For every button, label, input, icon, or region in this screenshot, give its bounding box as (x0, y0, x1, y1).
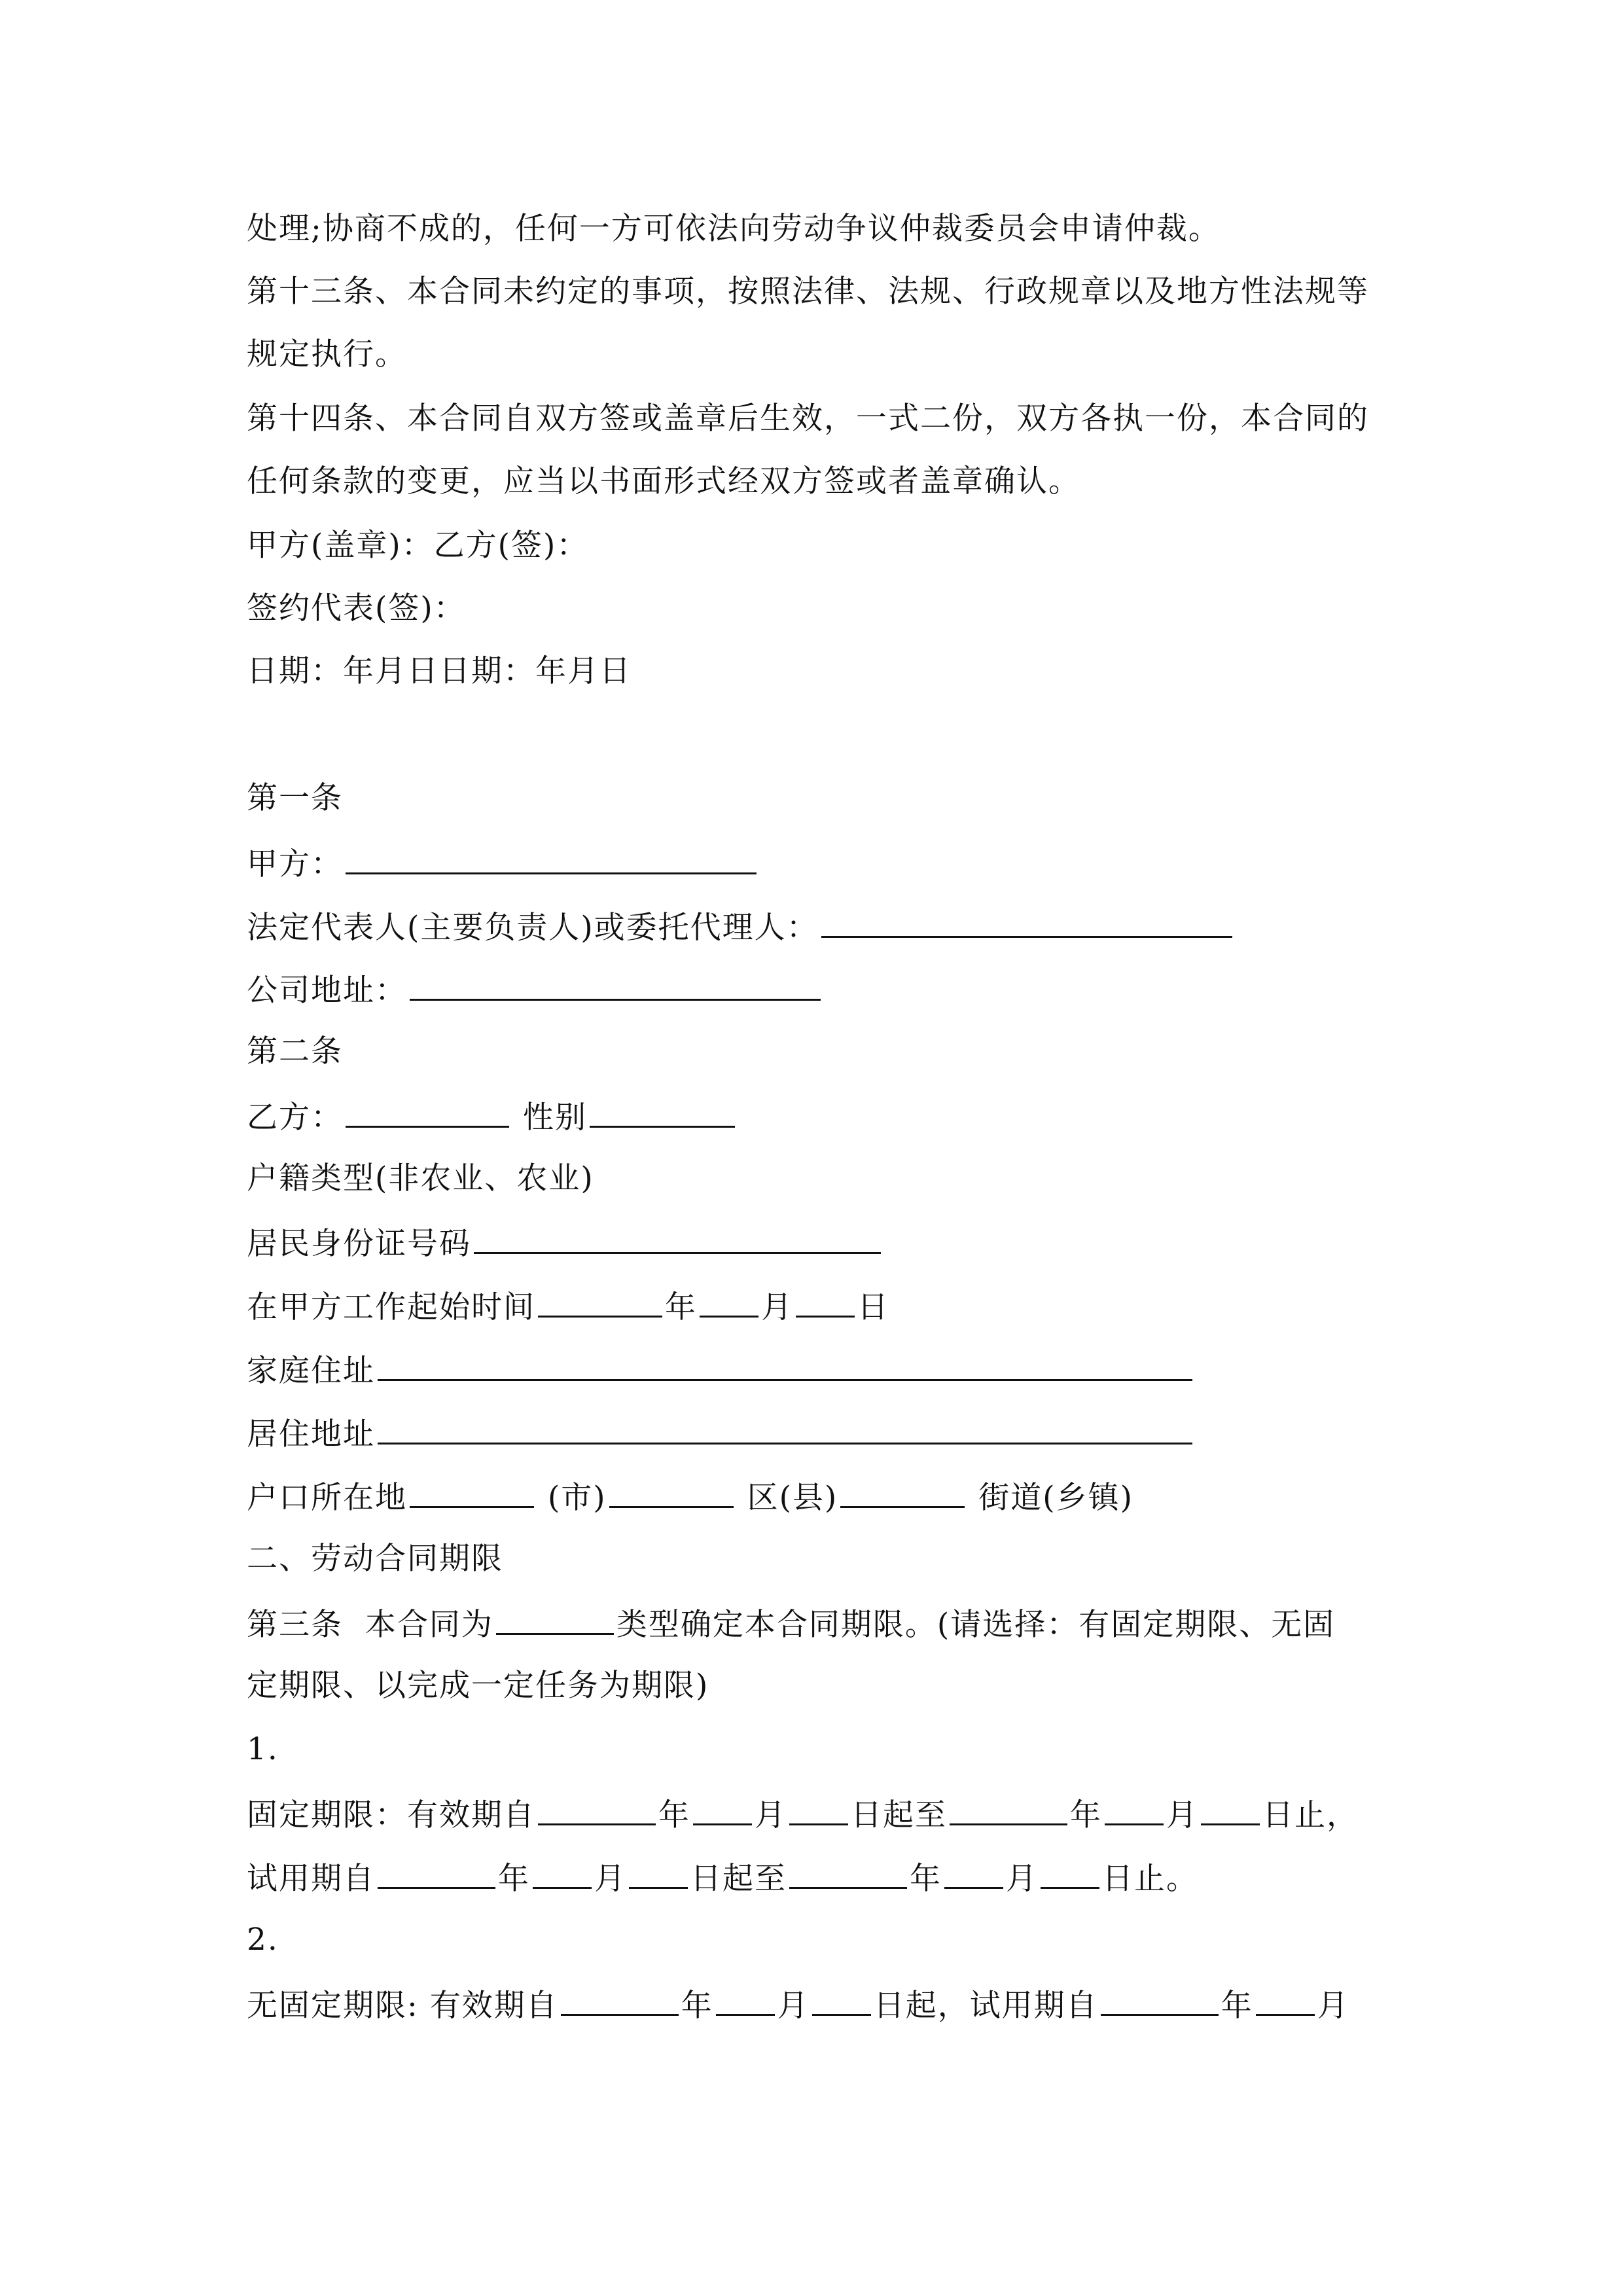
month-label: 月 (1166, 1797, 1198, 1833)
fixed-from-day-blank[interactable] (789, 1793, 848, 1825)
hukou-location-label: 户口所在地 (247, 1480, 407, 1516)
signature-parties: 甲方(盖章)：乙方(签)： (247, 528, 589, 564)
legal-rep-row (247, 906, 1235, 948)
article-2-heading: 第二条 (247, 1033, 343, 1069)
legal-rep-label: 法定代表人(主要负责人)或委托代理人： (247, 910, 819, 946)
year-label: 年 (910, 1861, 942, 1897)
street-label: 街道(乡镇) (978, 1480, 1133, 1516)
article-3-label: 第三条 (247, 1607, 343, 1643)
open-probation-month-blank[interactable] (1256, 1984, 1315, 2016)
hukou-blank-2[interactable] (609, 1476, 734, 1508)
probation-row (247, 1857, 1198, 1899)
id-number-row (247, 1222, 883, 1264)
party-b-blank[interactable] (346, 1096, 509, 1128)
probation-to-year-blank[interactable] (789, 1857, 907, 1889)
party-b-label: 乙方： (247, 1100, 343, 1136)
article-3-text-a: 本合同为 (365, 1607, 493, 1643)
probation-label: 试用期自 (247, 1861, 375, 1897)
start-day-blank[interactable] (796, 1285, 855, 1318)
signature-representative: 签约代表(签)： (247, 590, 466, 626)
item-2-number: 2. (247, 1922, 279, 1958)
hukou-blank-3[interactable] (840, 1476, 965, 1508)
month-label: 月 (594, 1861, 626, 1897)
gender-label: 性别 (522, 1100, 587, 1136)
year-label: 年 (681, 1988, 713, 2024)
year-label: 年 (665, 1289, 697, 1325)
start-year-blank[interactable] (538, 1285, 662, 1318)
clause-12-end: 处理;协商不成的，任何一方可依法向劳动争议仲裁委员会申请仲裁。 (247, 211, 1221, 247)
from-label: 日起至 (851, 1797, 947, 1833)
article-1-heading: 第一条 (247, 780, 343, 816)
from-label: 日起至 (690, 1861, 787, 1897)
company-address-blank[interactable] (410, 969, 821, 1001)
clause-14-cont: 任何条款的变更，应当以书面形式经双方签或者盖章确认。 (247, 463, 1080, 499)
hukou-type: 户籍类型(非农业、农业) (247, 1160, 594, 1196)
hukou-blank-1[interactable] (410, 1476, 534, 1508)
district-label: 区(县) (747, 1480, 838, 1516)
open-from-year-blank[interactable] (561, 1984, 679, 2016)
fixed-to-month-blank[interactable] (1105, 1793, 1164, 1825)
article-3-text-b: 类型确定本合同期限。(请选择：有固定期限、无固 (616, 1607, 1336, 1643)
term-heading: 二、劳动合同期限 (247, 1541, 503, 1577)
fixed-term-row (247, 1793, 1359, 1835)
clause-14: 第十四条、本合同自双方签或盖章后生效，一式二份，双方各执一份，本合同的 (247, 401, 1369, 437)
open-from-day-blank[interactable] (812, 1984, 871, 2016)
probation-from-day-blank[interactable] (629, 1857, 688, 1889)
until-label: 日止。 (1102, 1861, 1198, 1897)
fixed-from-month-blank[interactable] (693, 1793, 752, 1825)
open-from-month-blank[interactable] (716, 1984, 775, 2016)
year-label: 年 (498, 1861, 530, 1897)
probation-from-month-blank[interactable] (533, 1857, 592, 1889)
residence-address-label: 居住地址 (247, 1416, 375, 1452)
fixed-to-year-blank[interactable] (950, 1793, 1067, 1825)
id-number-label: 居民身份证号码 (247, 1226, 471, 1262)
item-1-number: 1. (247, 1731, 279, 1767)
month-label: 月 (761, 1289, 793, 1325)
probation-from-year-blank[interactable] (378, 1857, 495, 1889)
fixed-to-day-blank[interactable] (1201, 1793, 1260, 1825)
party-a-label: 甲方： (247, 846, 343, 882)
open-term-label: 无固定期限: 有效期自 (247, 1988, 558, 2024)
city-label: (市) (547, 1480, 607, 1516)
contract-type-blank[interactable] (496, 1603, 614, 1635)
home-address-label: 家庭住址 (247, 1353, 375, 1389)
party-a-blank[interactable] (346, 842, 757, 874)
home-address-blank[interactable] (378, 1349, 1192, 1381)
probation-to-month-blank[interactable] (944, 1857, 1003, 1889)
fixed-term-label: 固定期限：有效期自 (247, 1797, 535, 1833)
company-address-row (247, 969, 823, 1011)
until-label: 日止， (1262, 1797, 1359, 1833)
start-month-blank[interactable] (700, 1285, 758, 1318)
party-a-row (247, 842, 759, 884)
day-label: 日 (857, 1289, 889, 1325)
gender-blank[interactable] (590, 1096, 735, 1128)
start-time-label: 在甲方工作起始时间 (247, 1289, 535, 1325)
open-probation-year-blank[interactable] (1101, 1984, 1219, 2016)
month-label: 月 (1006, 1861, 1038, 1897)
id-number-blank[interactable] (474, 1222, 881, 1254)
home-address-row (247, 1349, 1195, 1391)
party-b-row (247, 1096, 738, 1138)
year-label: 年 (1070, 1797, 1102, 1833)
article-3-cont: 定期限、以完成一定任务为期限) (247, 1668, 709, 1704)
year-label: 年 (1221, 1988, 1253, 2024)
clause-13-cont: 规定执行。 (247, 336, 407, 372)
signature-dates: 日期：年月日日期：年月日 (247, 653, 632, 689)
year-label: 年 (658, 1797, 690, 1833)
company-address-label: 公司地址： (247, 973, 407, 1009)
month-label: 月 (777, 1988, 810, 2024)
month-label: 月 (1317, 1988, 1349, 2024)
from-probation-label: 日起，试用期自 (873, 1988, 1098, 2024)
article-3-row (247, 1603, 1335, 1645)
residence-address-blank[interactable] (378, 1412, 1192, 1444)
legal-rep-blank[interactable] (821, 906, 1232, 938)
clause-13: 第十三条、本合同未约定的事项，按照法律、法规、行政规章以及地方性法规等 (247, 274, 1369, 310)
open-term-row (247, 1984, 1349, 2026)
hukou-location-row (247, 1476, 1133, 1518)
probation-to-day-blank[interactable] (1041, 1857, 1099, 1889)
residence-address-row (247, 1412, 1195, 1454)
start-time-row (247, 1285, 889, 1327)
month-label: 月 (755, 1797, 787, 1833)
fixed-from-year-blank[interactable] (538, 1793, 656, 1825)
